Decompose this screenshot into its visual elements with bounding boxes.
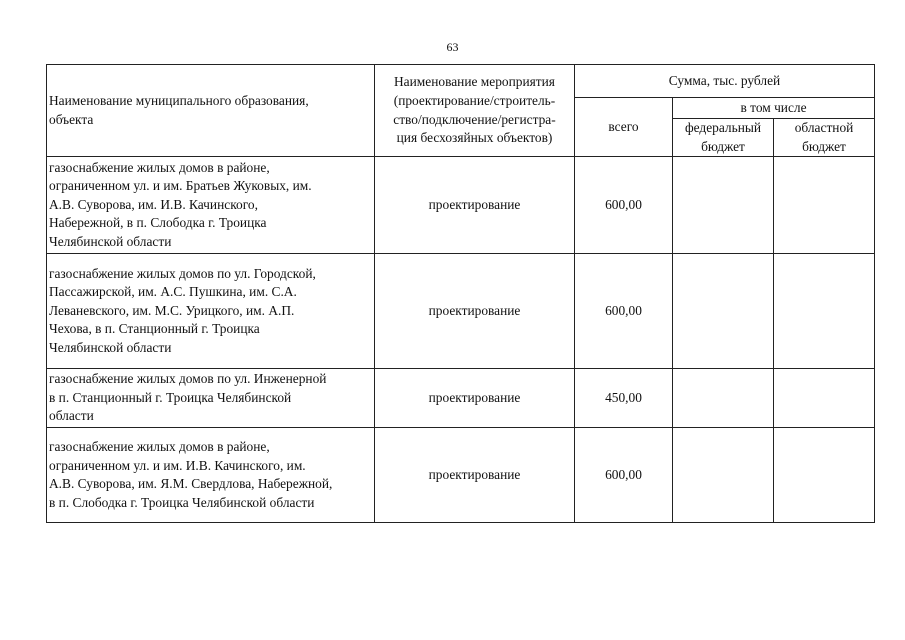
regional-cell (774, 254, 875, 369)
budget-table (46, 64, 875, 523)
federal-cell (673, 157, 774, 254)
header-including: в том числе (673, 98, 875, 119)
federal-cell (673, 369, 774, 428)
header-regional: областной бюджет (774, 119, 875, 157)
header-event-name: Наименование мероприятия (проектирование/строитель- ство/подключение/регистра- ция бесхозяйных объектов) (375, 65, 575, 157)
object-cell: газоснабжение жилых домов в районе, ограниченном ул. и им. Братьев Жуковых, им. А.В. Суворова, им. И.В. Качинского, Набережной, в п. Слободка г. Троицка Челябинской области (47, 157, 375, 254)
header-sum: Сумма, тыс. рублей (575, 65, 875, 98)
total-cell: 600,00 (575, 254, 673, 369)
header-row-1 (47, 65, 875, 98)
object-cell: газоснабжение жилых домов в районе, ограниченном ул. и им. И.В. Качинского, им. А.В. Суворова, им. Я.М. Свердлова, Набережной, в п. Слободка г. Троицка Челябинской области (47, 428, 375, 523)
table-row (47, 369, 875, 428)
regional-cell (774, 369, 875, 428)
object-cell: газоснабжение жилых домов по ул. Инженерной в п. Станционный г. Троицка Челябинской области (47, 369, 375, 428)
header-object-name: Наименование муниципального образования, объекта (47, 65, 375, 157)
event-cell: проектирование (375, 369, 575, 428)
table-row (47, 157, 875, 254)
total-cell: 450,00 (575, 369, 673, 428)
header-total: всего (575, 98, 673, 157)
federal-cell (673, 254, 774, 369)
regional-cell (774, 428, 875, 523)
event-cell: проектирование (375, 157, 575, 254)
federal-cell (673, 428, 774, 523)
page-number: 63 (446, 40, 459, 54)
table-row (47, 428, 875, 523)
event-cell: проектирование (375, 254, 575, 369)
object-cell: газоснабжение жилых домов по ул. Городской, Пассажирской, им. А.С. Пушкина, им. С.А. Леваневского, им. М.С. Урицкого, им. А.П. Чехова, в п. Станционный г. Троицка Челябинской области (47, 254, 375, 369)
total-cell: 600,00 (575, 428, 673, 523)
event-cell: проектирование (375, 428, 575, 523)
total-cell: 600,00 (575, 157, 673, 254)
regional-cell (774, 157, 875, 254)
table-row (47, 254, 875, 369)
header-federal: федеральный бюджет (673, 119, 774, 157)
